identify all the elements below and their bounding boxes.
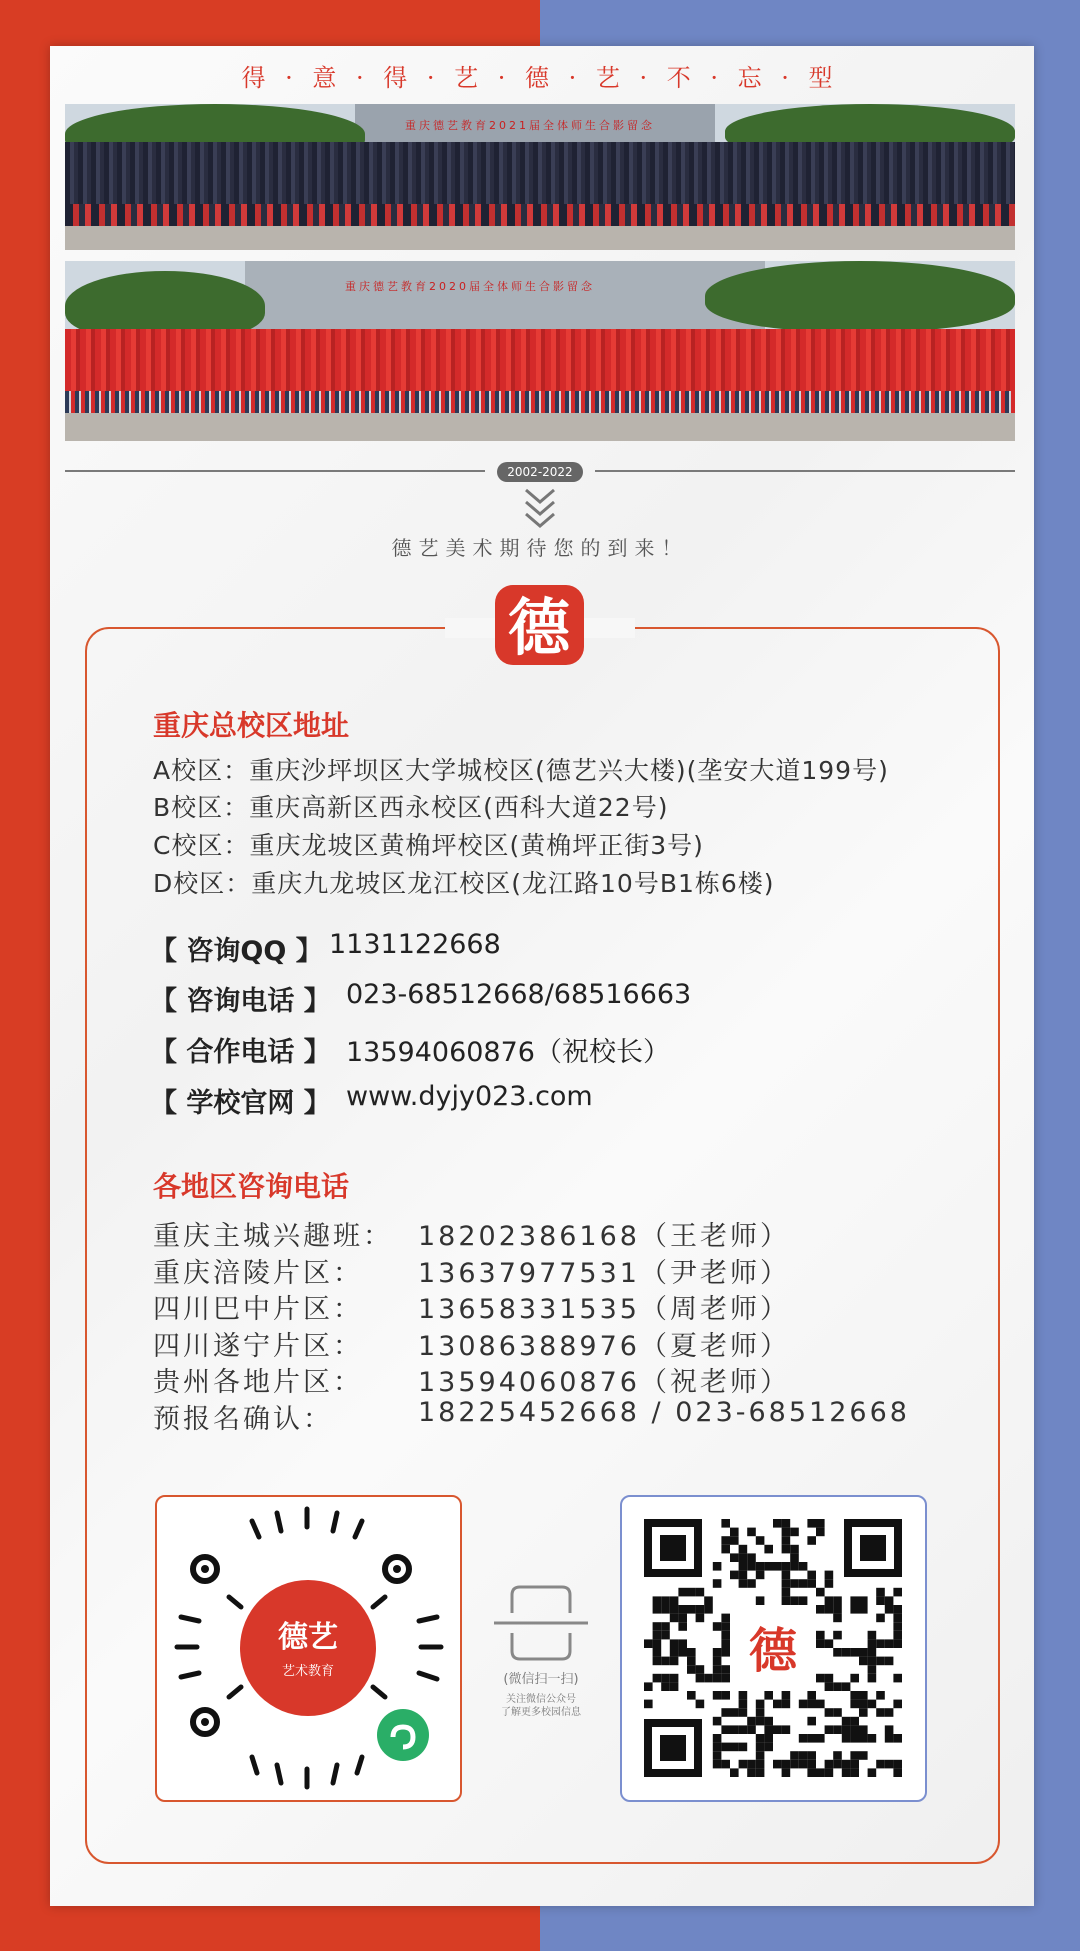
qq-label: 【 咨询QQ 】: [150, 936, 323, 967]
region-phone: 13658331535（周老师）: [418, 1294, 790, 1325]
region-phone: 18225452668 / 023-68512668: [418, 1397, 910, 1428]
more-info-text: 了解更多校园信息: [501, 1707, 581, 1718]
region-name: 重庆涪陵片区：: [153, 1258, 363, 1289]
mini-program-code[interactable]: [155, 1495, 462, 1802]
cooperation-label: 【 合作电话 】: [150, 1037, 331, 1068]
divider-right: [595, 470, 1015, 472]
wechat-qr-code[interactable]: [620, 1495, 927, 1802]
chevron-down-icon: [523, 486, 557, 532]
tagline: 德艺美术期待您的到来！: [391, 536, 689, 560]
phone-label: 【 咨询电话 】: [150, 986, 331, 1017]
photo-banner: 重庆德艺教育2021届全体师生合影留念: [405, 119, 655, 132]
cooperation-value: 13594060876（祝校长）: [346, 1037, 670, 1068]
follow-text: 关注微信公众号: [506, 1694, 576, 1705]
phone-value: 023-68512668/68516663: [346, 979, 692, 1010]
group-photo-2021: [65, 104, 1015, 250]
campus-address: B校区：重庆高新区西永校区(西科大道22号): [153, 793, 669, 822]
de-logo: [487, 575, 592, 675]
region-name: 贵州各地片区：: [153, 1367, 363, 1398]
region-name: 预报名确认：: [153, 1404, 333, 1435]
group-photo-2020: [65, 261, 1015, 441]
qr-logo-character: 德: [748, 1623, 798, 1679]
campus-address: A校区：重庆沙坪坝区大学城校区(德艺兴大楼)(垄安大道199号): [153, 756, 889, 785]
qq-value: 1131122668: [329, 929, 501, 960]
region-phone: 13594060876（祝老师）: [418, 1367, 790, 1398]
wechat-mini-program-icon: [377, 1709, 429, 1761]
slogan: 得 · 意 · 得 · 艺 · 德 · 艺 · 不 · 忘 · 型: [241, 64, 839, 92]
region-phone: 18202386168（王老师）: [418, 1221, 790, 1252]
scan-icon: [492, 1583, 590, 1661]
website-value[interactable]: www.dyjy023.com: [346, 1081, 593, 1112]
logo-character: 德: [507, 591, 571, 664]
year-badge: 2002-2022: [497, 462, 583, 482]
region-name: 四川遂宁片区：: [153, 1331, 363, 1362]
mini-logo-subtext: 艺术教育: [281, 1664, 335, 1679]
regions-title: 各地区咨询电话: [153, 1170, 350, 1203]
mini-logo-text: 德艺: [278, 1620, 338, 1655]
campus-address: C校区：重庆龙坡区黄桷坪校区(黄桷坪正街3号): [153, 831, 704, 860]
region-name: 四川巴中片区：: [153, 1294, 363, 1325]
photo-banner: 重庆德艺教育2020届全体师生合影留念: [345, 280, 595, 293]
divider-left: [65, 470, 485, 472]
campus-address: D校区：重庆九龙坡区龙江校区(龙江路10号B1栋6楼): [153, 869, 775, 898]
mini-program-pattern: [157, 1497, 460, 1800]
website-label: 【 学校官网 】: [150, 1088, 331, 1119]
region-phone: 13637977531（尹老师）: [418, 1258, 790, 1289]
scan-label: (微信扫一扫): [503, 1672, 579, 1687]
campus-title: 重庆总校区地址: [153, 709, 350, 742]
qr-pattern: [622, 1497, 925, 1800]
region-phone: 13086388976（夏老师）: [418, 1331, 790, 1362]
region-name: 重庆主城兴趣班：: [153, 1221, 393, 1252]
